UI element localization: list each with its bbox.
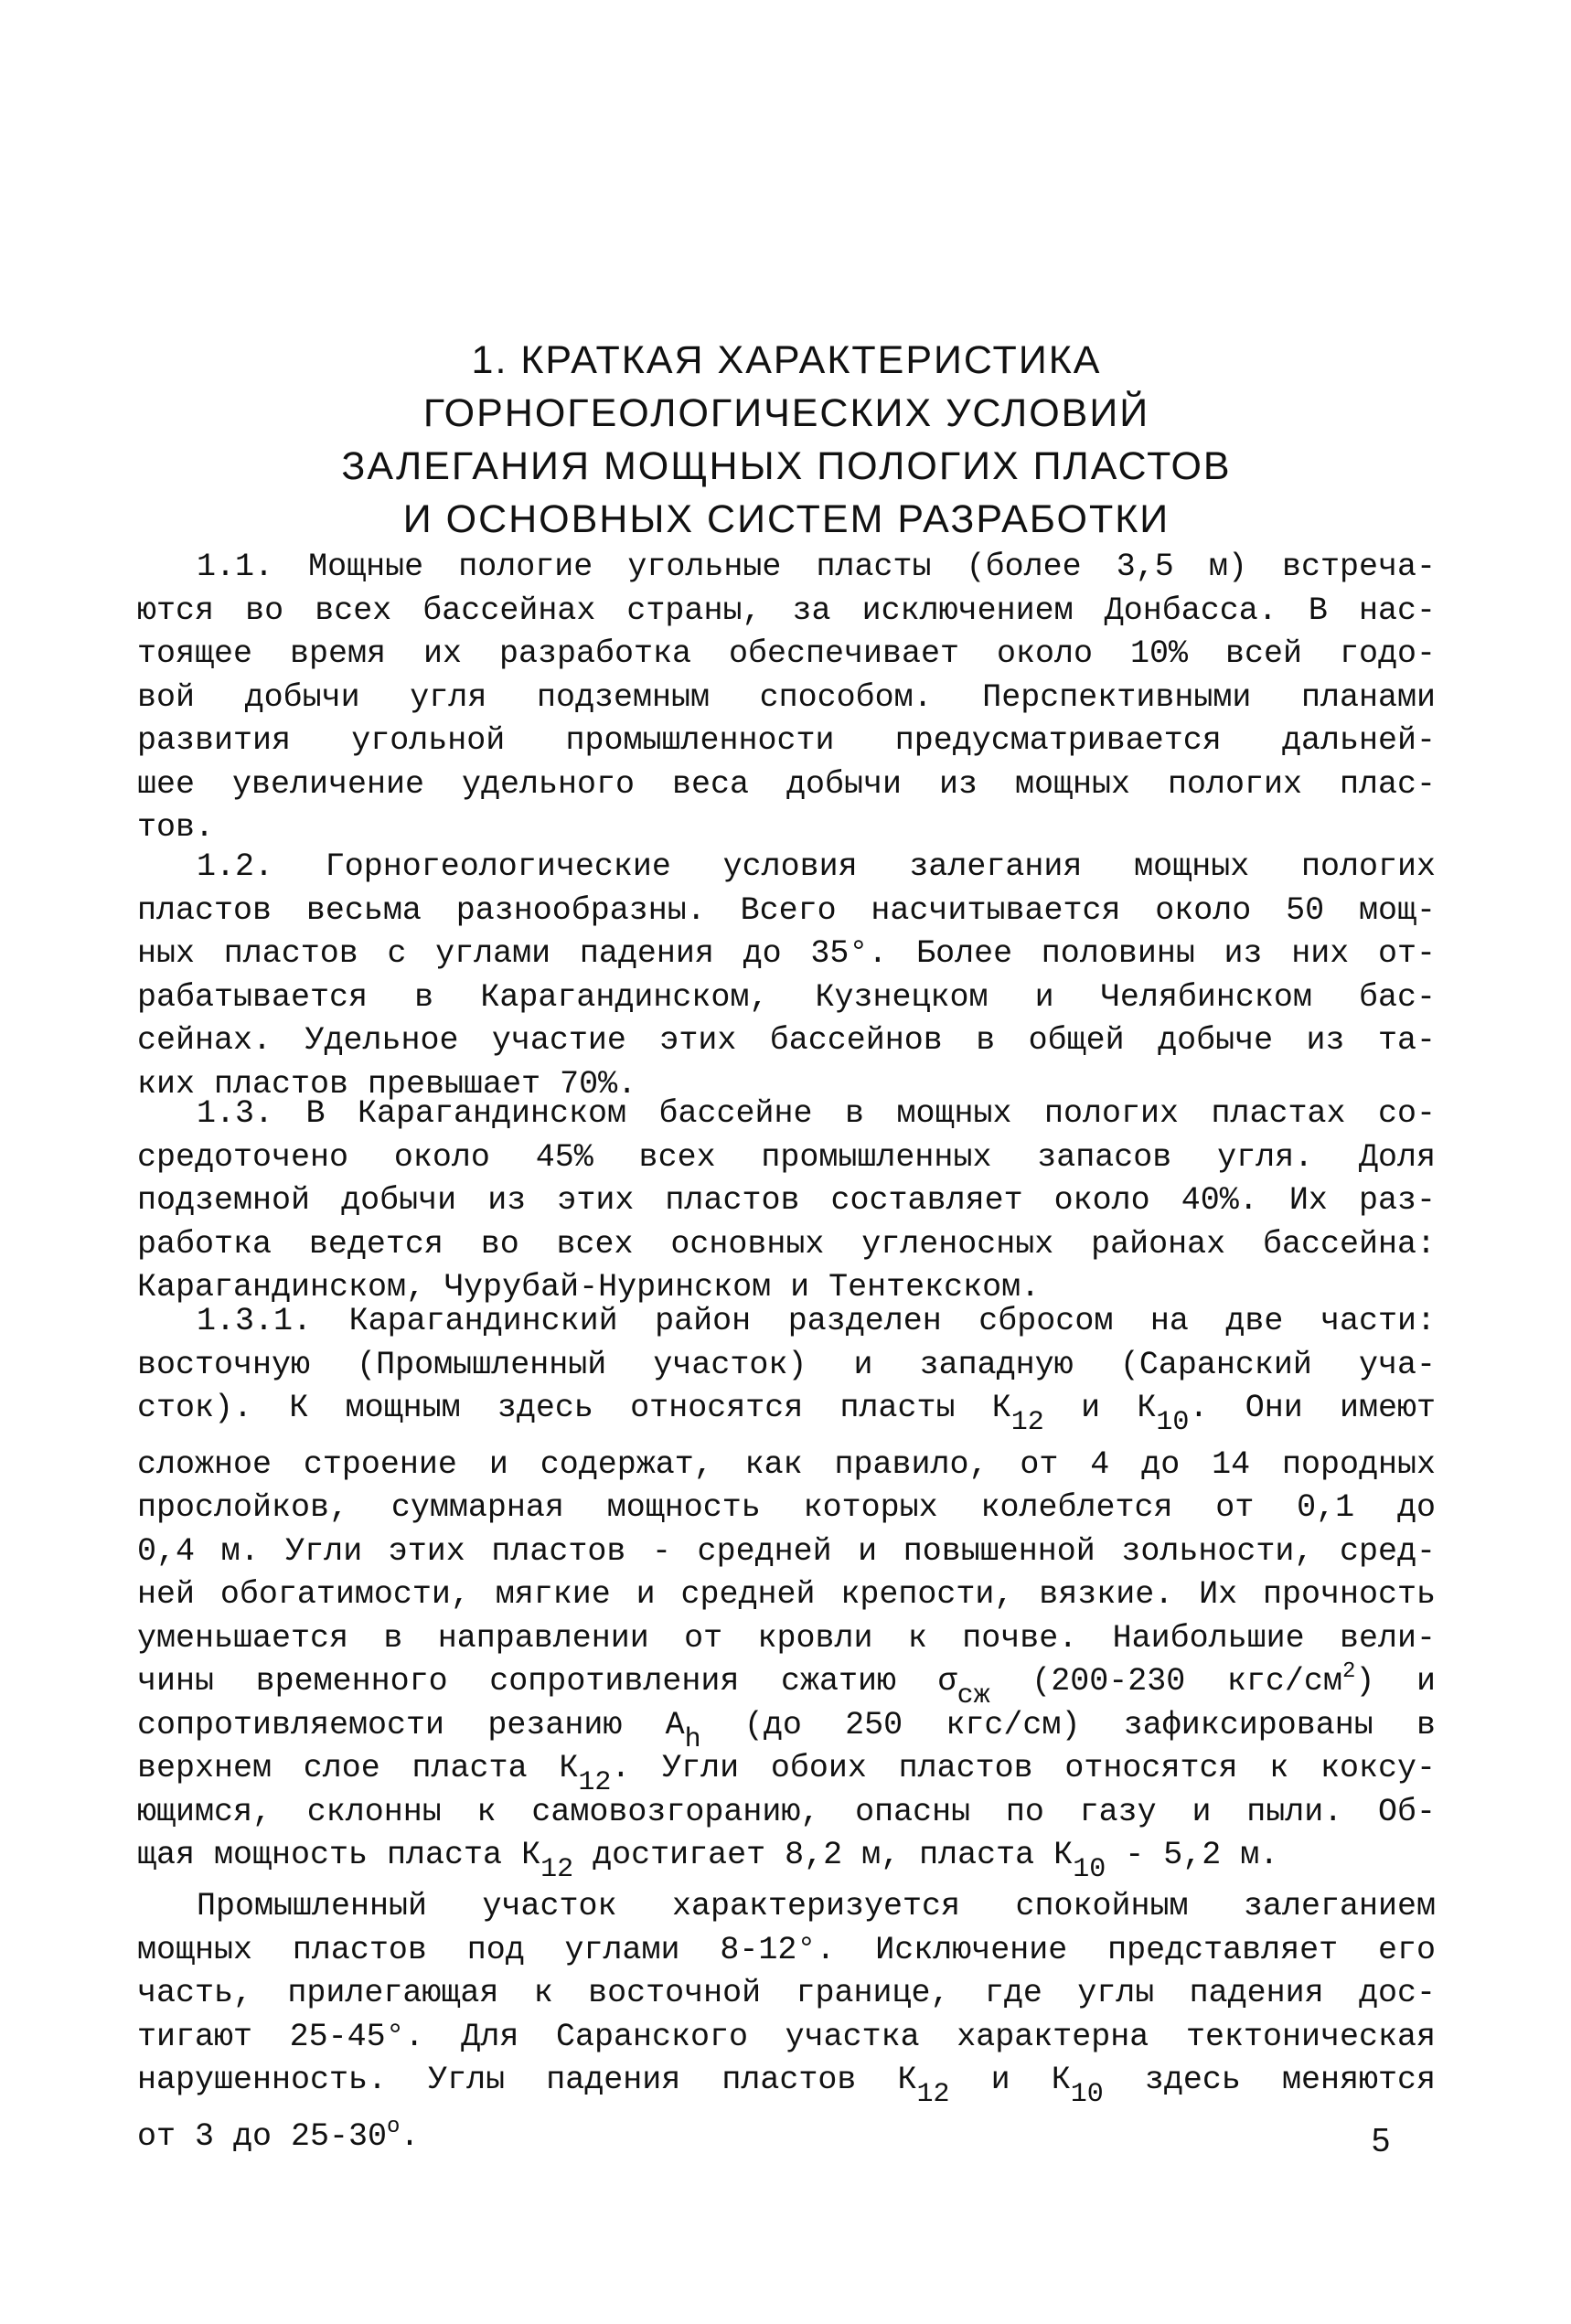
- text-line: тигают 25-45°. Для Саранского участка характерна тектоническая: [137, 2018, 1436, 2055]
- text-line: 0,4 м. Угли этих пластов - средней и повышенной зольности, сред-: [137, 1532, 1436, 1570]
- paragraph-1-1: [137, 546, 1436, 850]
- text-line: верхнем слое пласта $К_{12}$. Угли обоих пластов относятся к коксу-: [137, 1750, 1436, 1798]
- heading-line: И ОСНОВНЫХ СИСТЕМ РАЗРАБОТКИ: [402, 497, 1170, 541]
- heading-line: 1. КРАТКАЯ ХАРАКТЕРИСТИКА: [471, 338, 1102, 382]
- text-line: развития угольной промышленности предусматривается дальней-: [137, 722, 1436, 759]
- text-line: пластов весьма разнообразны. Всего насчитывается около 50 мощ-: [137, 891, 1436, 929]
- heading-line: ГОРНОГЕОЛОГИЧЕСКИХ УСЛОВИЙ: [422, 391, 1150, 435]
- text-line: шее увеличение удельного веса добычи из мощных пологих плас-: [137, 765, 1436, 803]
- text-line: рабатывается в Карагандинском, Кузнецком и Челябинском бас-: [137, 978, 1436, 1016]
- text-line: 1.1. Мощные пологие угольные пласты (более 3,5 м) встреча-: [197, 549, 1436, 585]
- page-number: 5: [1372, 2121, 1391, 2159]
- text-line: мощных пластов под углами 8-12°. Исключение представляет его: [137, 1931, 1436, 1968]
- section-heading: [274, 334, 1298, 546]
- paragraph-1-3: [137, 1093, 1436, 1310]
- text-line: тов.: [137, 809, 215, 846]
- text-line: чины временного сопротивления сжатию $\sigma_{сж}$ (200-230 кгс/$см^2$) и: [137, 1659, 1436, 1711]
- text-line: сложное строение и содержат, как правило, от 4 до 14 породных: [137, 1445, 1436, 1483]
- text-line: Карагандинском, Чурубай-Нуринском и Тентекском.: [137, 1269, 1041, 1306]
- text-line: прослойков, суммарная мощность которых колеблется от 0,1 до: [137, 1489, 1436, 1526]
- text-line: 1.3. В Карагандинском бассейне в мощных пологих пластах со-: [197, 1095, 1436, 1132]
- text-line: Промышленный участок характеризуется спокойным залеганием: [197, 1888, 1436, 1924]
- heading-line: ЗАЛЕГАНИЯ МОЩНЫХ ПОЛОГИХ ПЛАСТОВ: [341, 444, 1232, 488]
- text-line: сопротивляемости резанию $A_h$ (до 250 кгс/см) зафиксированы в: [137, 1706, 1437, 1755]
- text-line: 1.3.1. Карагандинский район разделен сбросом на две части:: [197, 1303, 1436, 1339]
- text-line: средоточено около 45% всех промышленных запасов угля. Доля: [137, 1138, 1436, 1176]
- text-line: подземной добычи из этих пластов составляет около 40%. Их раз-: [137, 1182, 1436, 1219]
- text-line: от 3 до $25-30^о$.: [137, 2114, 420, 2155]
- text-line: часть, прилегающая к восточной границе, где углы падения дос-: [137, 1975, 1436, 2011]
- text-line: нарушенность. Углы падения пластов $К_{12}$ и $К_{10}$ здесь меняются: [137, 2062, 1437, 2110]
- text-line: щая мощность пласта $К_{12}$ достигает 8,2 м, пласта $К_{10} - 5,2$ м.: [137, 1837, 1279, 1885]
- text-line: сток). К мощным здесь относятся пласты $К_{12}$ и $К_{10}$. Они имеют: [137, 1390, 1436, 1438]
- text-line: 1.2. Горногеологические условия залегания мощных пологих: [197, 848, 1436, 885]
- text-line: работка ведется во всех основных угленосных районах бассейна:: [137, 1225, 1436, 1263]
- text-line: ней обогатимости, мягкие и средней крепости, вязкие. Их прочность: [137, 1576, 1436, 1613]
- text-line: тоящее время их разработка обеспечивает около 10% всей годо-: [137, 635, 1436, 672]
- text-line: восточную (Промышленный участок) и западную (Саранский уча-: [137, 1346, 1436, 1383]
- text-line: ющимся, склонны к самовозгоранию, опасны по газу и пыли. Об-: [137, 1793, 1436, 1830]
- paragraph-industrial-section: [137, 1885, 1436, 2159]
- text-line: вой добычи угля подземным способом. Перспективными планами: [137, 678, 1436, 716]
- paragraph-1-2: [137, 846, 1436, 1106]
- text-line: уменьшается в направлении от кровли к почве. Наибольшие вели-: [137, 1619, 1436, 1657]
- text-line: сейнах. Удельное участие этих бассейнов в общей добыче из та-: [137, 1022, 1436, 1059]
- paragraph-1-3-1: [137, 1300, 1437, 1885]
- text-line: ются во всех бассейнах страны, за исключением Донбасса. В нас-: [137, 592, 1436, 629]
- text-line: ных пластов с углами падения до 35°. Более половины из них от-: [137, 935, 1436, 972]
- text-line: ких пластов превышает 70%.: [137, 1065, 637, 1103]
